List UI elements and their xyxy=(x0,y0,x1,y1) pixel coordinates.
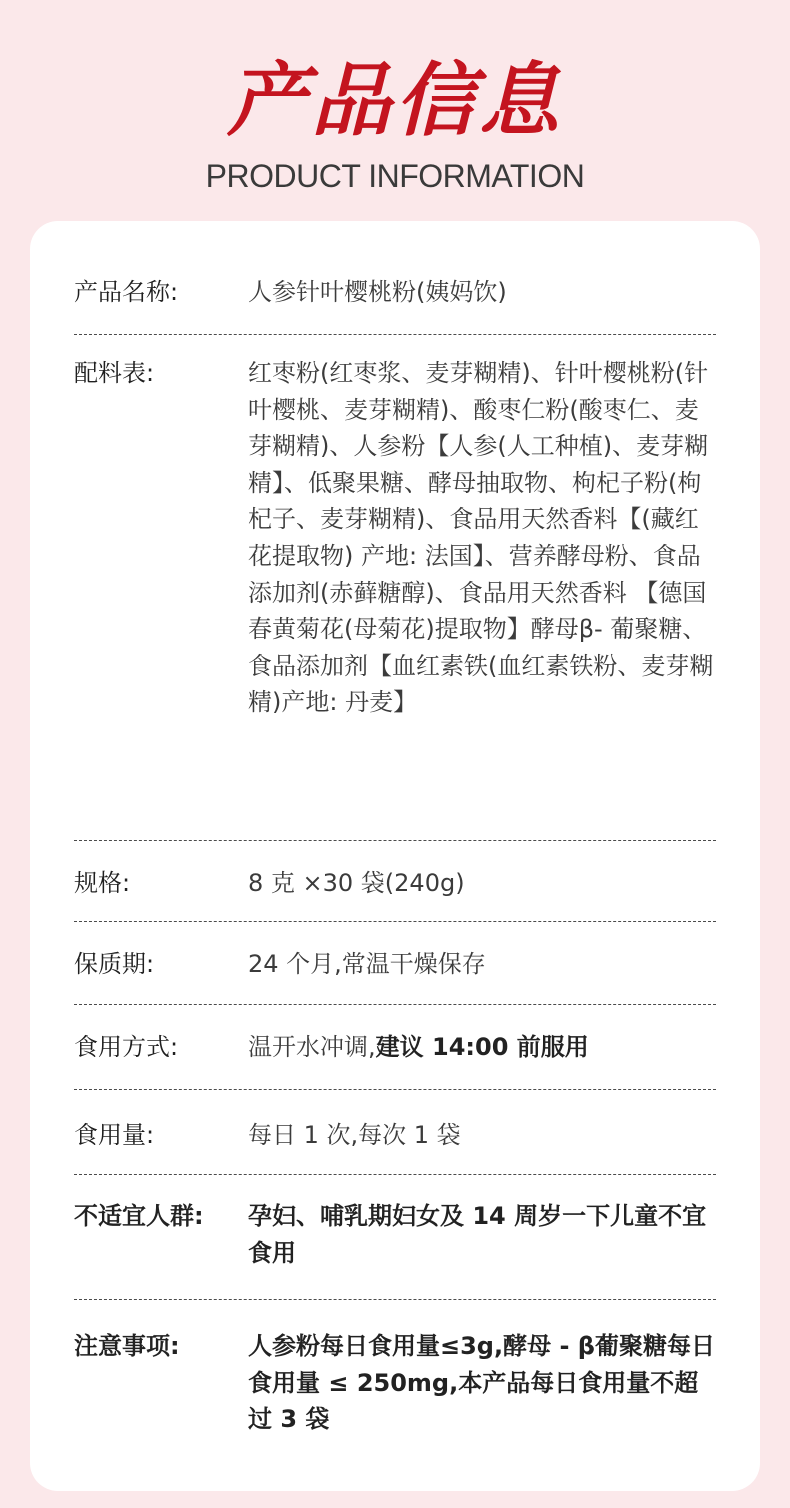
info-row-ingredients xyxy=(74,335,716,841)
info-row-unsuitable-groups xyxy=(74,1175,716,1300)
info-row-shelf-life xyxy=(74,922,716,1005)
row-value xyxy=(248,1029,716,1089)
page-subtitle: PRODUCT INFORMATION xyxy=(205,158,585,194)
row-label: 食用方式: xyxy=(74,1033,179,1061)
row-label: 不适宜人群: xyxy=(74,1202,204,1230)
row-value: 人参粉每日食用量≤3g,酵母 - β葡聚糖每日食用量 ≤ 250mg,本产品每日食用量不超过 3 袋 xyxy=(248,1332,715,1434)
row-label: 保质期: xyxy=(74,950,155,978)
usage-recommendation: 建议 14:00 前服用 xyxy=(375,1033,589,1061)
row-value: 每日 1 次,每次 1 袋 xyxy=(248,1121,461,1149)
row-value: 8 克 ×30 袋(240g) xyxy=(248,869,465,897)
row-label: 产品名称: xyxy=(74,278,179,306)
row-value: 红枣粉(红枣浆、麦芽糊精)、针叶樱桃粉(针叶樱桃、麦芽糊精)、酸枣仁粉(酸枣仁、麦芽糊精)、人参粉【人参(人工种植)、麦芽糊精】、低聚果糖、酵母抽取物、枸杞子粉(枸杞子、麦芽糊精)、食品用天然香料【(藏红花提取物) 产地: 法国】、营养酵母粉、食品添加剂(赤藓糖醇)、食品用天然香料 【德国春黄菊花(母菊花)提取物】酵母β- 葡聚糖、食品添加剂【血红素铁(血红素铁粉、麦芽糊精)产地: 丹麦】 xyxy=(248,359,714,717)
page-title: 产品信息 xyxy=(227,53,563,147)
info-table xyxy=(74,221,716,1450)
info-row-usage xyxy=(74,1005,716,1090)
row-label: 食用量: xyxy=(74,1121,155,1149)
row-label: 配料表: xyxy=(74,359,155,387)
info-row-product-name xyxy=(74,221,716,335)
row-label: 注意事项: xyxy=(74,1332,180,1360)
row-value: 24 个月,常温干燥保存 xyxy=(248,950,486,978)
page-header xyxy=(0,0,790,220)
product-info-card xyxy=(30,221,760,1491)
info-row-specification xyxy=(74,841,716,922)
row-value: 孕妇、哺乳期妇女及 14 周岁一下儿童不宜食用 xyxy=(248,1202,707,1267)
row-label: 规格: xyxy=(74,869,131,897)
row-value: 人参针叶樱桃粉(姨妈饮) xyxy=(248,278,507,306)
info-row-precautions xyxy=(74,1300,716,1450)
usage-text: 温开水冲调, xyxy=(248,1033,376,1061)
info-row-dosage xyxy=(74,1090,716,1175)
